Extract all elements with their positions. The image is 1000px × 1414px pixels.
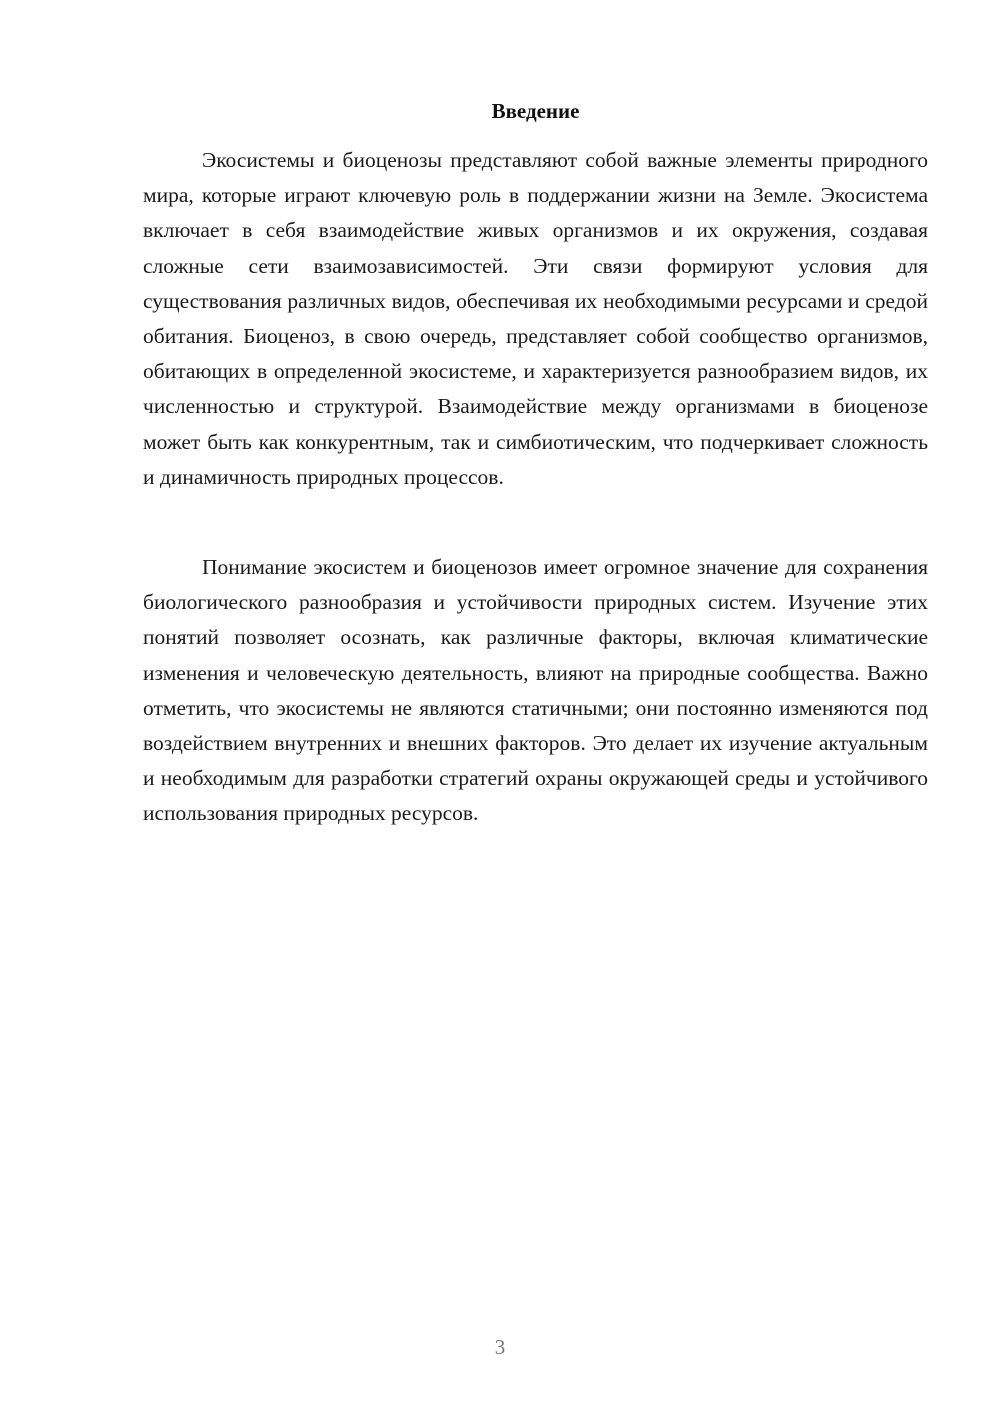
paragraph-2: Понимание экосистем и биоценозов имеет огромное значение для сохранения биологического разнообразия и устойчивости природных систем. Изучение этих понятий позволяет осознать, как различные факторы, включая климатические изменения и человеческую деятельность, влияют на природные сообщества. Важно отметить, что экосистемы не являются статичными; они постоянно изменяются под воздействием внутренних и внешних факторов. Это делает их изучение актуальным и необходимым для разработки стратегий охраны окружающей среды и устойчивого использования природных ресурсов.	[143, 555, 928, 826]
paragraph-1: Экосистемы и биоценозы представляют собой важные элементы природного мира, которые играют ключевую роль в поддержании жизни на Земле. Экосистема включает в себя взаимодействие живых организмов и их окружения, создавая сложные сети взаимозависимостей. Эти связи формируют условия для существования различных видов, обеспечивая их необходимыми ресурсами и средой обитания. Биоценоз, в свою очередь, представляет собой сообщество организмов, обитающих в определенной экосистеме, и характеризуется разнообразием видов, их численностью и структурой. Взаимодействие между организмами в биоценозе может быть как конкурентным, так и симбиотическим, что подчеркивает сложность и динамичность природных процессов.	[143, 148, 928, 489]
section-heading: Введение	[491, 99, 580, 123]
page-number: 3	[494, 1335, 506, 1359]
